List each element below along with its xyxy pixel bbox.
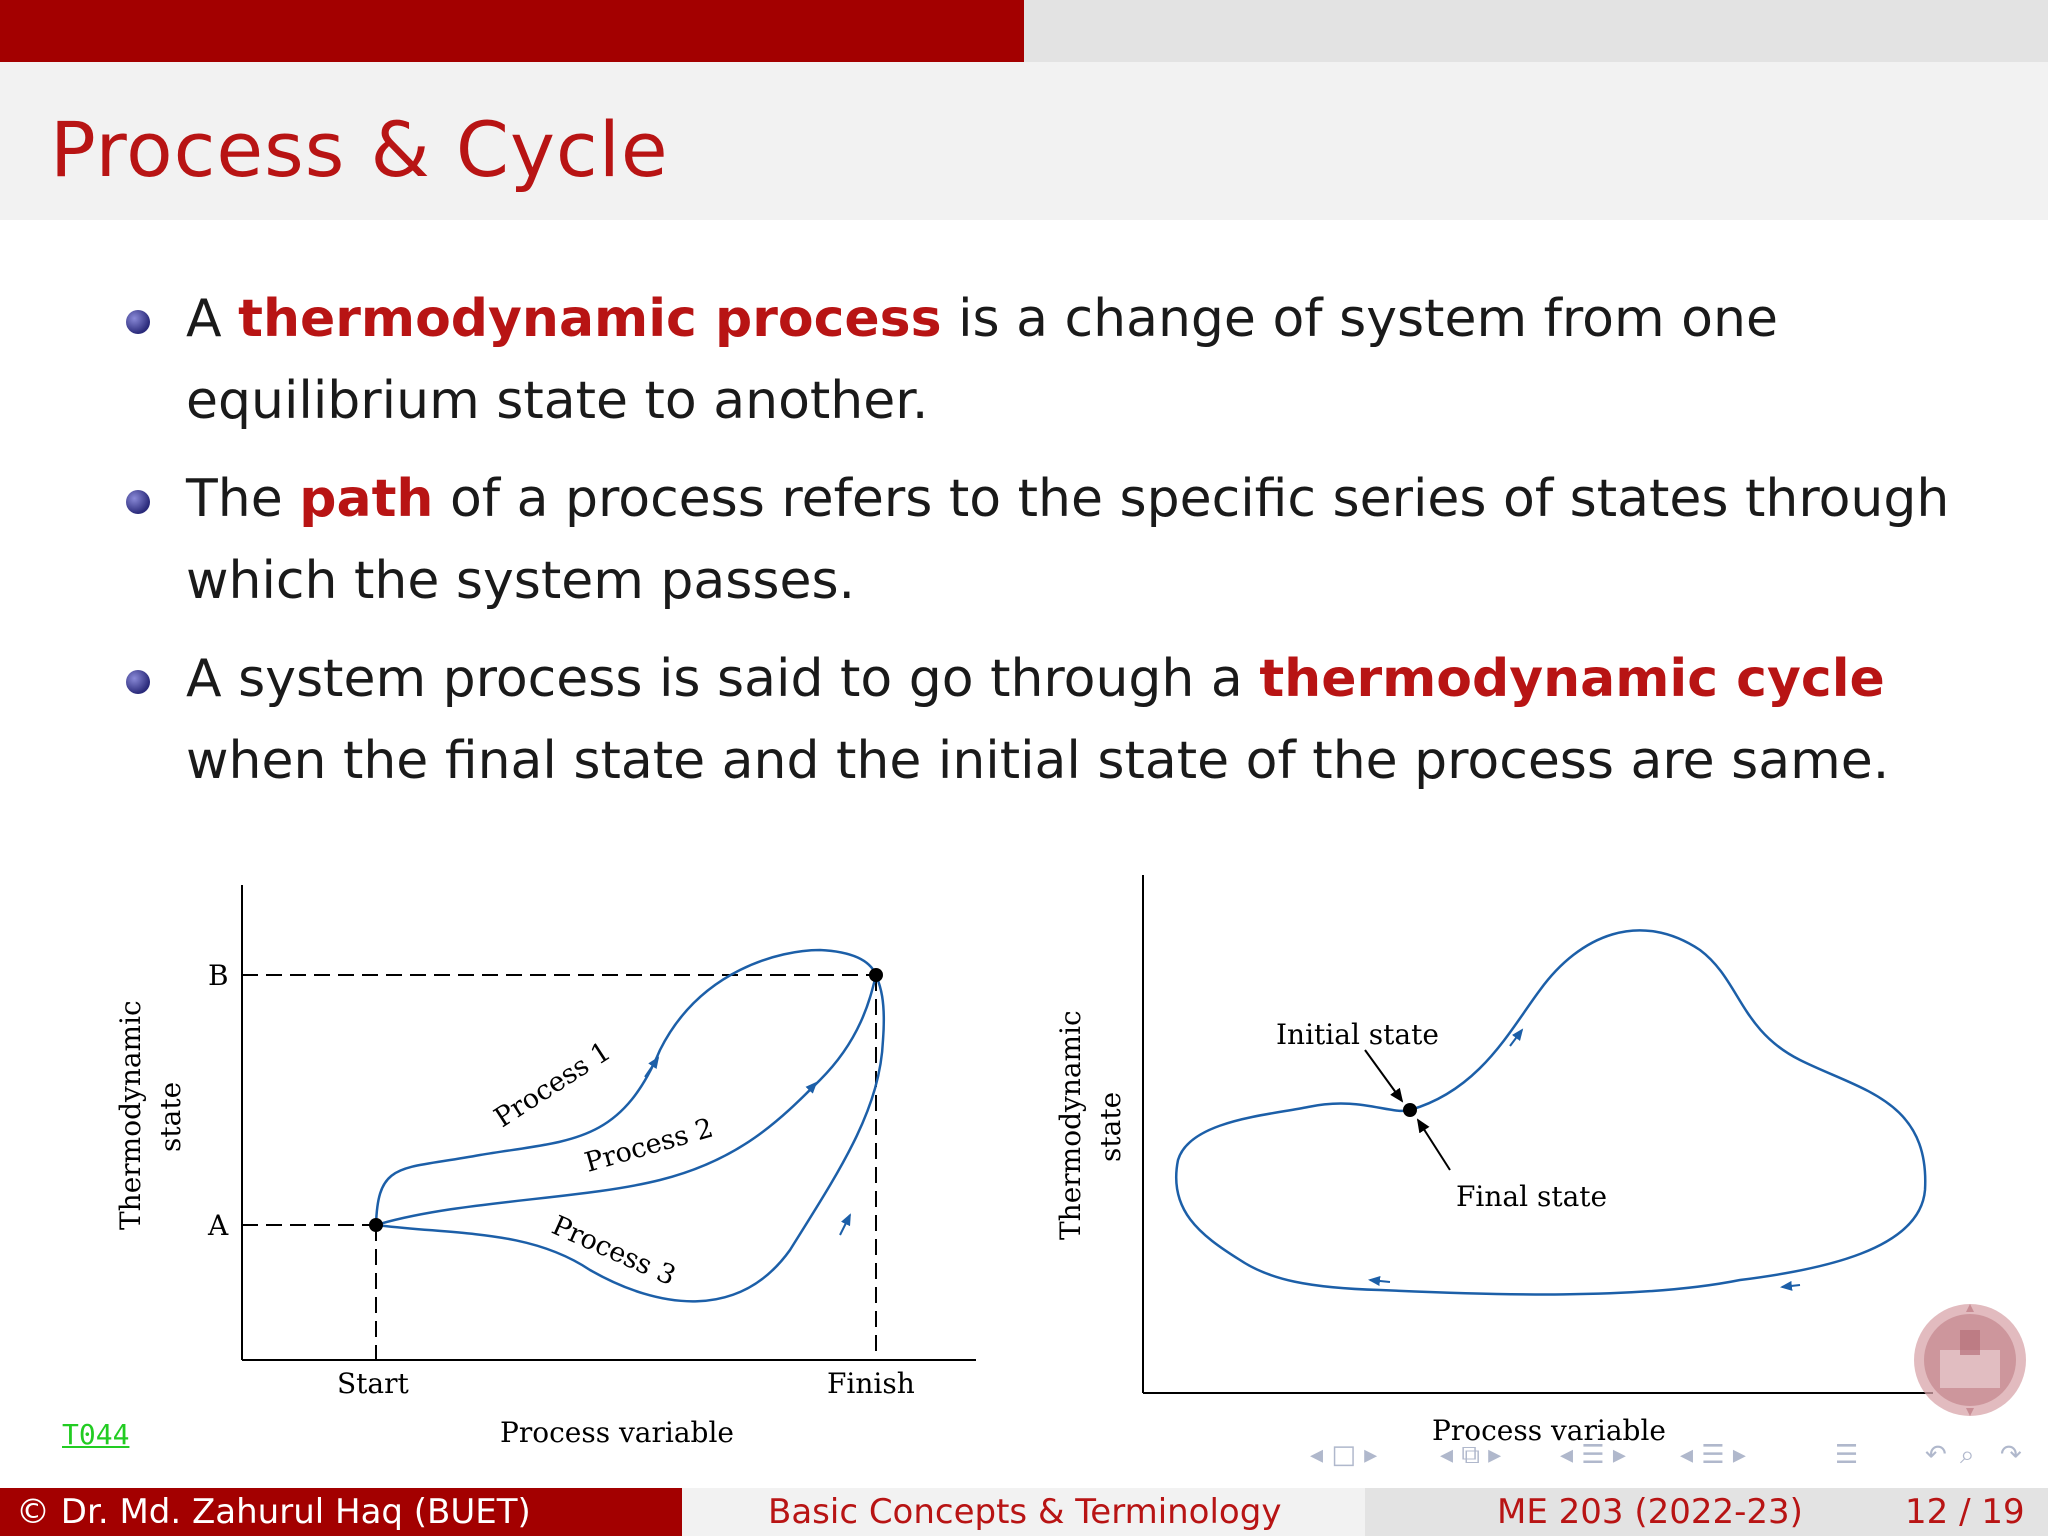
bullet-emphasis: thermodynamic process	[238, 289, 942, 349]
label-initial-state: Initial state	[1276, 1018, 1439, 1051]
bullet-emphasis: path	[299, 469, 434, 529]
x-axis-label: Process variable	[500, 1416, 734, 1449]
nav-section-icon[interactable]: ◂ ☰ ▸	[1560, 1440, 1626, 1470]
buet-logo-icon	[1910, 1300, 2030, 1420]
nav-prev-frame-icon[interactable]: ◂ □ ▸	[1310, 1440, 1378, 1470]
x-tick-finish: Finish	[827, 1367, 915, 1400]
nav-document-icon[interactable]: ◂ ☰ ▸	[1680, 1440, 1746, 1470]
nav-forward-icon[interactable]: ↷	[2000, 1440, 2022, 1470]
x-axis-label: Process variable	[1432, 1414, 1666, 1447]
thermodynamic-cycle-diagram	[1040, 860, 1940, 1460]
slide-title: Process & Cycle	[50, 105, 669, 194]
footer-topic: Basic Concepts & Terminology	[768, 1492, 1282, 1532]
footer-page-number: 12 / 19	[1905, 1492, 2025, 1532]
nav-toc-icon[interactable]: ☰	[1835, 1440, 1859, 1470]
curve-label-process-2: Process 2	[581, 1112, 717, 1179]
process-paths-diagram	[100, 870, 1000, 1460]
bullet-list	[120, 278, 2020, 818]
y-tick-b: B	[208, 959, 229, 992]
bullet-item	[120, 638, 2020, 802]
footer-bar	[0, 1488, 2048, 1536]
bullet-dot-icon	[126, 310, 150, 334]
bullet-item	[120, 458, 2020, 622]
y-axis-label-line1: Thermodynamic	[1054, 1010, 1087, 1240]
label-final-state: Final state	[1456, 1180, 1608, 1213]
bullet-dot-icon	[126, 670, 150, 694]
bullet-text-pre: A	[186, 289, 239, 349]
y-axis-label-line1: Thermodynamic	[114, 1000, 147, 1230]
top-bar-left	[0, 0, 1024, 62]
top-progress-bar	[0, 0, 2048, 62]
curve-label-process-3: Process 3	[547, 1210, 681, 1293]
footer-author: © Dr. Md. Zahurul Haq (BUET)	[16, 1492, 531, 1532]
bullet-emphasis: thermodynamic cycle	[1259, 649, 1885, 709]
y-tick-a: A	[208, 1209, 229, 1242]
bullet-text-pre: A system process is said to go through a	[186, 649, 1260, 709]
bullet-dot-icon	[126, 490, 150, 514]
footer-topic-box	[682, 1488, 1365, 1536]
top-bar-right	[1024, 0, 2048, 62]
nav-subsection-icon[interactable]: ◂ ⧉ ▸	[1440, 1440, 1502, 1470]
t044-link[interactable]: T044	[62, 1418, 130, 1451]
curve-label-process-1: Process 1	[488, 1036, 617, 1134]
bullet-text-post: is a change of system from one equilibrium state to another.	[186, 289, 1778, 431]
footer-author-box	[0, 1488, 682, 1536]
nav-search-icon[interactable]: ⌕	[1960, 1440, 1975, 1470]
y-axis-label-line2: state	[154, 1081, 187, 1152]
footer-course-box	[1365, 1488, 2048, 1536]
bullet-text-post: of a process refers to the specific series of states through which the system passes.	[186, 469, 1950, 611]
x-tick-start: Start	[337, 1367, 409, 1400]
bullet-text-post: when the final state and the initial state of the process are same.	[186, 731, 1890, 791]
beamer-navigation-controls	[1310, 1440, 2040, 1476]
bullet-item	[120, 278, 2020, 442]
bullet-text-pre: The	[186, 469, 300, 529]
nav-back-icon[interactable]: ↶	[1925, 1440, 1947, 1470]
footer-course: ME 203 (2022-23)	[1497, 1492, 1803, 1532]
y-axis-label-line2: state	[1094, 1091, 1127, 1162]
